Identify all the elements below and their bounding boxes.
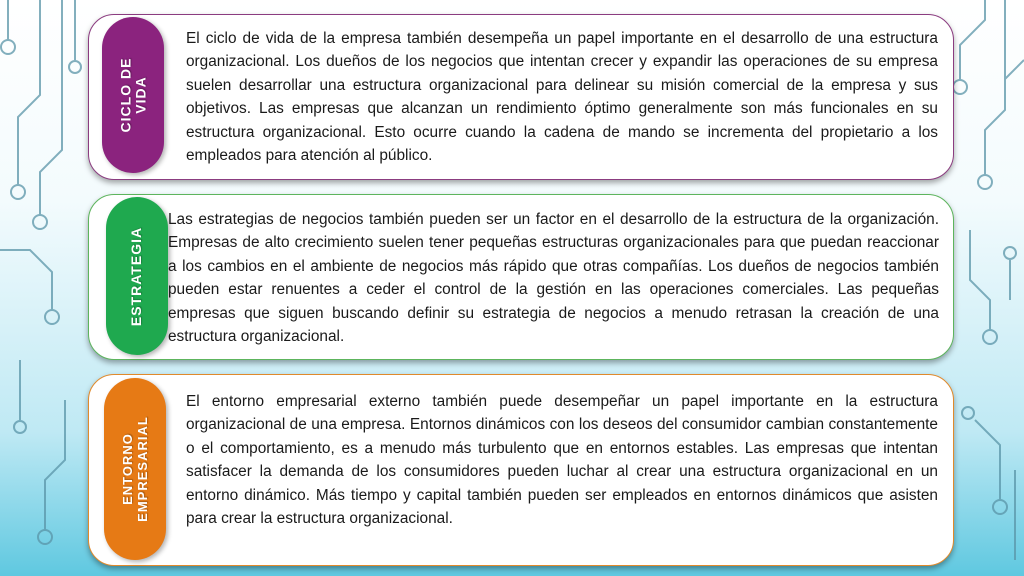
entorno-empresarial-text: El entorno empresarial externo también puede desempeñar un papel importante en la estructura organizacional de una empresa. Entornos dinámicos con los deseos del consumidor cambian constantemente o el comportamiento, es a menudo más turbulento que en entornos estables. Las empresas que intentan satisfacer la demanda de los consumidores pueden luchar al crear una estructura organizacional en un entorno dinámico. Más tiempo y capital también pueden ser empleados en entornos dinámicos que asisten para crear la estructura organizacional. [186,393,938,528]
estrategia-label: ESTRATEGIA [128,226,145,326]
ciclo-de-vida-label: CICLO DE VIDA [117,57,149,133]
estrategia-label-pill [106,197,168,355]
entorno-empresarial-label: ENTORNO EMPRESARIAL [120,416,150,522]
entorno-empresarial-label-pill [104,378,166,560]
ciclo-de-vida-text: El ciclo de vida de la empresa también desempeña un papel importante en el desarrollo de una estructura organizacional. Los dueños de los negocios que intentan crecer y expandir las operaciones de su empresa suelen desarrollar una estructura organizacional para delinear su misión comercial de la empresa y sus objetivos. Las empresas que alcanzan un rendimiento óptimo generalmente son más funcionales en su estructura organizacional. Esto ocurre cuando la cadena de mando se incrementa del propietario a los empleados para atención al público. [186,30,938,165]
ciclo-de-vida-label-pill [102,17,164,173]
estrategia-text: Las estrategias de negocios también pueden ser un factor en el desarrollo de la estructura de la organización. Empresas de alto crecimiento suelen tener pequeñas estructuras organizacionales para que puedan reaccionar a los cambios en el ambiente de negocios más rápido que otras compañías. Los dueños de negocios también pueden estar renuentes a ceder el control de la gestión en las operaciones comerciales. Las pequeñas empresas que siguen buscando definir su estrategia de negocios a menudo retrasan la creación de una estructura organizacional. [168,211,939,346]
